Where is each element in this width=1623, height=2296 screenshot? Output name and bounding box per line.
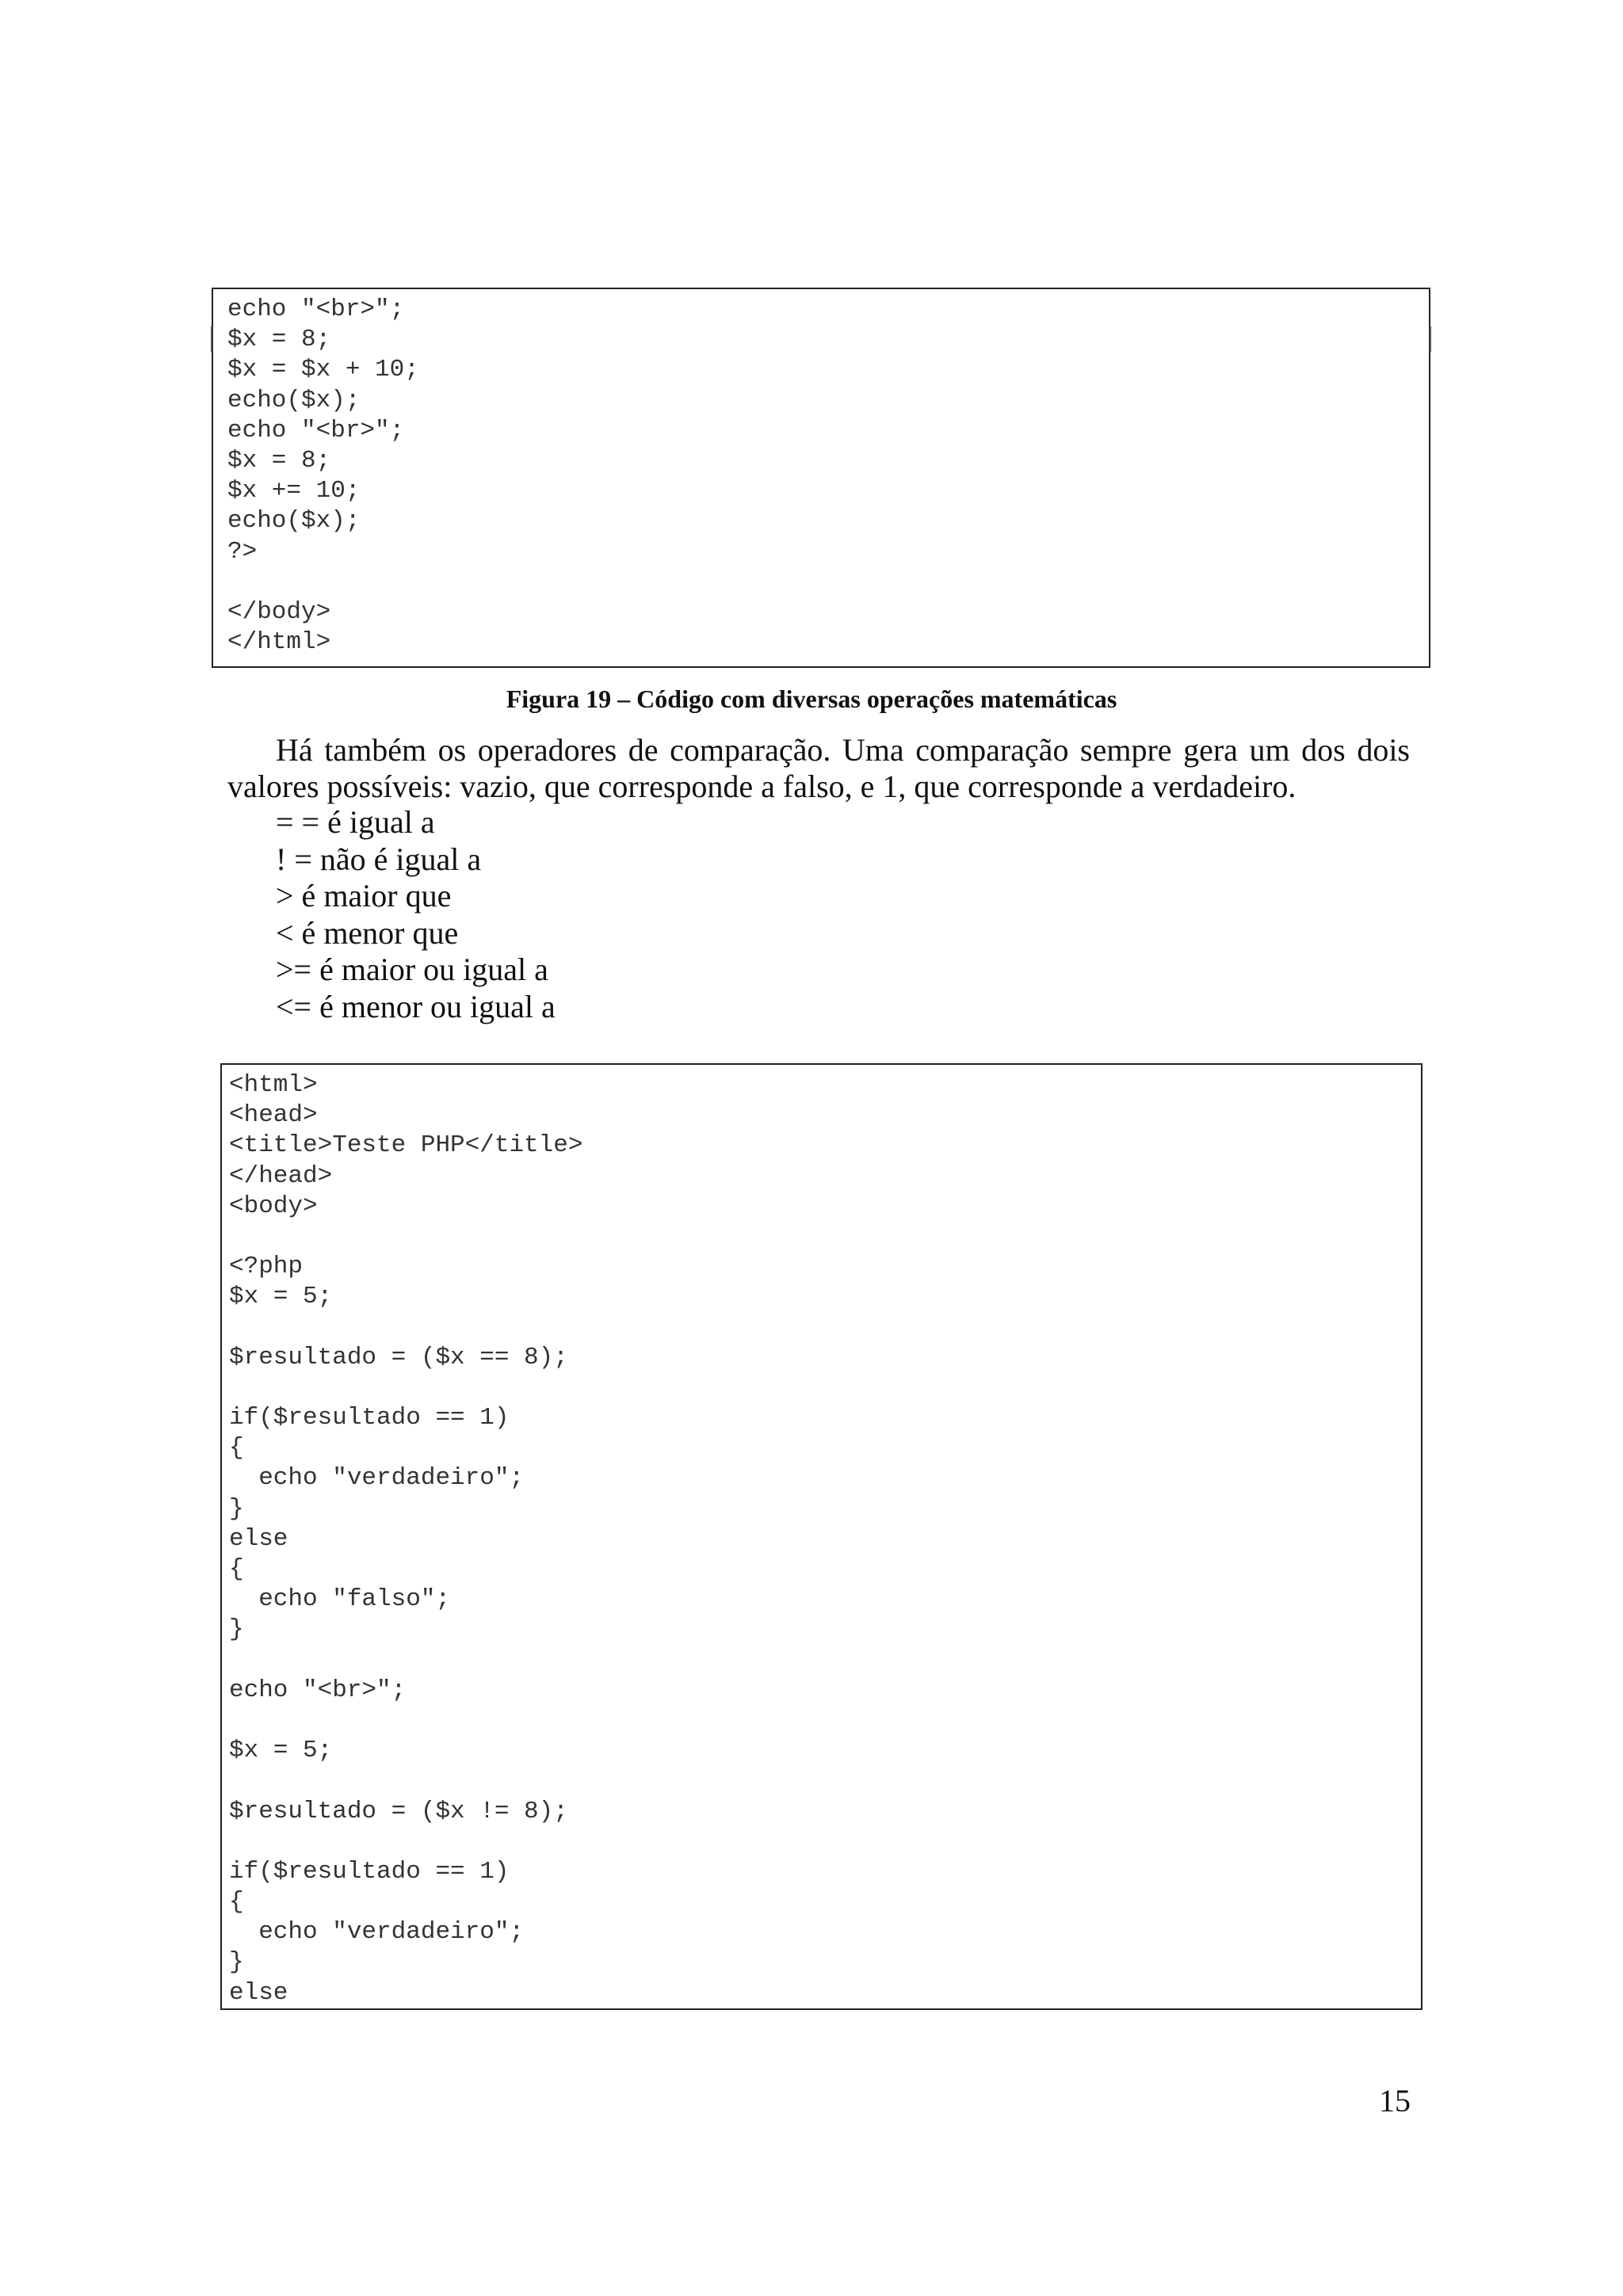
code-line: if($resultado == 1) bbox=[229, 1857, 510, 1886]
code-line: } bbox=[229, 1494, 244, 1523]
code-line: $x = 5; bbox=[229, 1283, 333, 1311]
operator-item: <= é menor ou igual a bbox=[276, 988, 556, 1024]
code-line: </head> bbox=[229, 1161, 333, 1190]
operator-item: ! = não é igual a bbox=[276, 841, 482, 877]
operator-item: = = é igual a bbox=[276, 804, 435, 840]
code-line bbox=[227, 567, 1429, 597]
code-line bbox=[229, 1706, 1421, 1736]
code-line: ?> bbox=[227, 537, 258, 566]
operator-item: < é menor que bbox=[276, 914, 459, 951]
code-line: $resultado = ($x != 8); bbox=[229, 1797, 568, 1825]
code-line: if($resultado == 1) bbox=[229, 1404, 510, 1432]
code-line: echo "verdadeiro"; bbox=[229, 1918, 525, 1947]
code-line: echo($x); bbox=[227, 386, 361, 414]
code-line: { bbox=[229, 1888, 244, 1917]
code-line: echo "verdadeiro"; bbox=[229, 1464, 525, 1493]
code-line: echo "falso"; bbox=[229, 1585, 451, 1614]
code-line: <title>Teste PHP</title> bbox=[229, 1131, 583, 1160]
code-line: echo($x); bbox=[227, 507, 361, 536]
code-line: $x = 8; bbox=[227, 446, 331, 475]
code-listing-top bbox=[212, 288, 1430, 668]
code-line: </html> bbox=[227, 628, 331, 657]
scan-artifact bbox=[1430, 326, 1431, 352]
code-line bbox=[229, 1313, 1421, 1343]
code-line bbox=[229, 1827, 1421, 1857]
figure-caption: Figura 19 – Código com diversas operações matemáticas bbox=[506, 685, 1117, 713]
code-line: else bbox=[229, 1978, 288, 2007]
code-listing-bottom bbox=[220, 1063, 1423, 2010]
operator-item: >= é maior ou igual a bbox=[276, 952, 548, 987]
code-line: $x = 8; bbox=[227, 326, 331, 354]
code-line: $resultado = ($x == 8); bbox=[229, 1343, 568, 1371]
code-line: <?php bbox=[229, 1253, 304, 1281]
code-line bbox=[229, 1222, 1421, 1252]
code-line bbox=[229, 1766, 1421, 1796]
scan-artifact bbox=[211, 326, 212, 352]
code-line: else bbox=[229, 1524, 288, 1553]
operator-list bbox=[276, 804, 556, 1025]
code-line: $x += 10; bbox=[227, 477, 361, 505]
operator-item: > é maior que bbox=[276, 878, 452, 913]
code-line: <html> bbox=[229, 1071, 318, 1099]
code-line: { bbox=[229, 1434, 244, 1463]
page-number: 15 bbox=[1379, 2083, 1411, 2119]
code-line: } bbox=[229, 1615, 244, 1644]
code-line: echo "<br>"; bbox=[227, 296, 405, 323]
body-paragraph: Há também os operadores de comparação. Uma comparação sempre gera um dos dois valores possíveis: vazio, que corresponde a falso, e 1, que corresponde a verdadeiro. bbox=[227, 732, 1410, 804]
code-line: echo "<br>"; bbox=[229, 1676, 407, 1704]
code-line: $x = 5; bbox=[229, 1737, 333, 1765]
code-line bbox=[229, 1646, 1421, 1676]
code-line: } bbox=[229, 1948, 244, 1977]
code-line: </body> bbox=[227, 597, 331, 626]
code-line: echo "<br>"; bbox=[227, 416, 405, 444]
code-line: <body> bbox=[229, 1192, 318, 1220]
code-line: { bbox=[229, 1555, 244, 1583]
code-line bbox=[229, 1373, 1421, 1403]
code-line: $x = $x + 10; bbox=[227, 356, 419, 384]
code-line: <head> bbox=[229, 1101, 318, 1130]
